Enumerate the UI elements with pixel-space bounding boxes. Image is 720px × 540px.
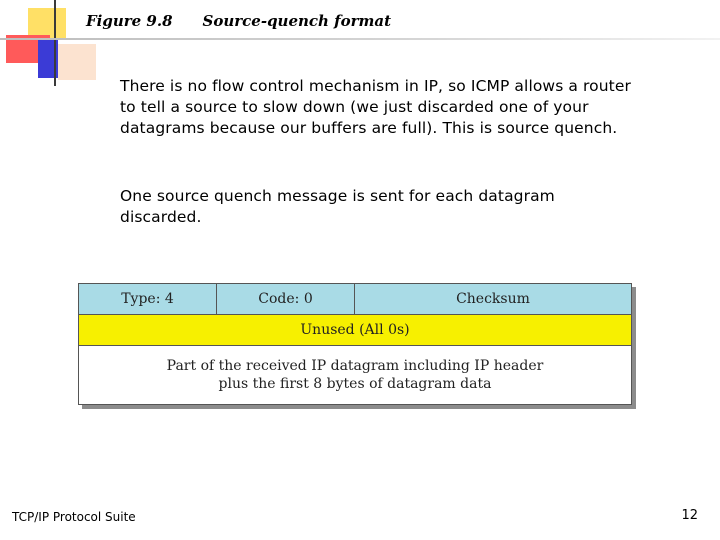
decorative-yellow-square: [28, 8, 66, 38]
datagram-data-line-2: plus the first 8 bytes of datagram data: [218, 376, 492, 392]
diagram-header-row: [79, 284, 631, 315]
figure-title: [86, 12, 391, 30]
datagram-data-field: [79, 346, 631, 404]
type-field: Type: 4: [79, 284, 217, 314]
header-divider-line: [0, 38, 720, 40]
checksum-field: Checksum: [456, 291, 530, 307]
paragraph-source-quench: One source quench message is sent for each datagram discarded.: [120, 187, 555, 226]
diagram-unused-row: [79, 315, 631, 346]
figure-number: Figure 9.8: [86, 12, 173, 30]
source-quench-format-diagram: [78, 283, 632, 405]
page-number: 12: [681, 508, 698, 523]
code-field: Code: 0: [217, 284, 355, 314]
paragraph-flow-control: There is no flow control mechanism in IP, so ICMP allows a router to tell a source to slow down (we just discarded one of your datagrams because our buffers are full). This is source quench.: [120, 77, 631, 137]
diagram-data-row: [79, 346, 631, 404]
datagram-data-line-1: Part of the received IP datagram including IP header: [166, 358, 544, 374]
unused-field: Unused (All 0s): [300, 322, 410, 338]
decorative-vertical-line: [54, 0, 56, 86]
decorative-peach-square: [58, 44, 96, 80]
footer-course-title: TCP/IP Protocol Suite: [12, 510, 136, 524]
figure-caption: Source-quench format: [202, 12, 392, 30]
